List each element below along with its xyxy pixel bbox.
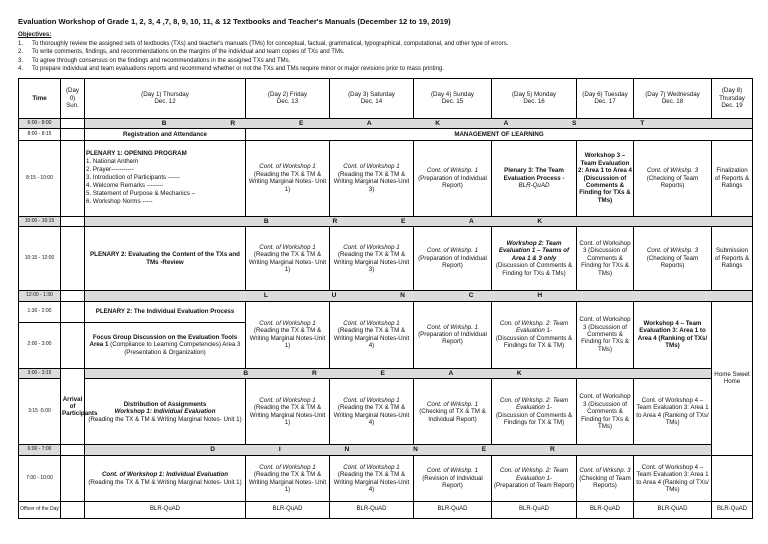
plenary2-cell: PLENARY 2: Evaluating the Content of the TXs and TMs -Review bbox=[85, 227, 246, 291]
day7-header: (Day 7) Wednesday Dec. 18 bbox=[634, 79, 712, 119]
objective-item: 4. To prepare individual and team evaluations reports and recommend whether or not the TXs and TMs require minor or major revisions prior to mass printing. bbox=[18, 66, 444, 73]
lunch-row bbox=[19, 291, 753, 302]
activity-cell: Workshop 3 – Team Evaluation 2: Area 1 to Area 4 (Discussion of Comments & Finding for TXs & TMs) bbox=[577, 140, 634, 216]
activity-cell: Cont. of Workshop 1 (Reading the TX & TM & Writing Marginal Notes-Unit 1) bbox=[246, 379, 330, 445]
activity-cell: Cont. of Wrkshp. 1 (Preparation of Individual Report) bbox=[414, 140, 492, 216]
activity-cell: Cont. of Workshop 4 – Team Evaluation 3: Area 1 to Area 4 (Ranking of TXs/ TMs) bbox=[634, 379, 712, 445]
time-cell: Officer of the Day bbox=[19, 502, 61, 519]
registration-cell: Registration and Attendance bbox=[85, 129, 246, 141]
activity-cell: Distribution of Assignments Workshop 1: Individual Evaluation (Reading the TX & TM & Writing Marginal Notes- Unit 1) bbox=[85, 379, 246, 445]
activity-cell: Workshop 2: Team Evaluation 1 – Teams of Area 1 & 3 only (Discussion of Comments & Finding for TXs & TMs) bbox=[492, 227, 577, 291]
time-column-header: Time bbox=[19, 79, 61, 119]
schedule-row bbox=[19, 140, 753, 216]
activity-cell: Cont. of Wrkshp. 1 (Revision of Individual Report) bbox=[414, 455, 492, 501]
officer-cell: BLR-QuAD bbox=[330, 502, 414, 519]
dinner-row bbox=[19, 445, 753, 456]
objective-item: 2. To write comments, findings, and recommendations on the margins of the individual and team copies of TXs and TMs. bbox=[18, 49, 345, 56]
objectives-heading: Objectives: bbox=[18, 31, 52, 38]
objective-item: 3. To agree through consensus on the findings and recommendations in the assigned TXs and TMs. bbox=[18, 57, 291, 64]
schedule-row bbox=[19, 301, 753, 322]
officer-cell: BLR-QuAD bbox=[634, 502, 712, 519]
management-of-learning: MANAGEMENT OF LEARNING bbox=[246, 129, 753, 141]
lunch-label: L U N C H bbox=[85, 291, 753, 302]
activity-cell: Cont. of Workshop 3 (Discussion of Comments & Finding for TXs & TMs) bbox=[577, 379, 634, 445]
day0-header: (Day 0) Sun. bbox=[61, 79, 85, 119]
document-title: Evaluation Workshop of Grade 1, 2, 3, 4 ,7, 8, 9, 10, 11, & 12 Textbooks and Teacher's Manuals (December 12 to 19, 2019) bbox=[18, 17, 451, 26]
activity-cell: Cont. of Wrkshp. 1 (Preparation of Individual Report) bbox=[414, 227, 492, 291]
registration-row bbox=[19, 129, 753, 141]
activity-cell: Plenary 3: The Team Evaluation Process - BLR-QuAD bbox=[492, 140, 577, 216]
activity-cell: Cont. of Workshop 1 (Reading the TX & TM & Writing Marginal Notes-Unit 4) bbox=[330, 379, 414, 445]
day3-header: (Day 3) Saturday Dec. 14 bbox=[330, 79, 414, 119]
activity-cell: Cont. of Wrkshp. 3 (Checking of Team Reports) bbox=[577, 455, 634, 501]
activity-cell: Con. of Wrkshp. 2: Team Evaluation 1- (Discussion of Comments & Findings for TX & TM) bbox=[492, 301, 577, 368]
break-label: B R E A K bbox=[85, 368, 712, 379]
day4-header: (Day 4) Sunday Dec. 15 bbox=[414, 79, 492, 119]
officer-cell: BLR-QuAD bbox=[712, 502, 753, 519]
activity-cell: Cont. of Workshop 1 (Reading the TX & TM & Writing Marginal Notes-Unit 3) bbox=[330, 140, 414, 216]
activity-cell: Cont. of Wrkshp. 1 (Checking of TX & TM & Individual Report) bbox=[414, 379, 492, 445]
time-cell: 8:00 - 8:15 bbox=[19, 129, 61, 141]
officer-cell: BLR-QuAD bbox=[492, 502, 577, 519]
time-cell: 10:15 - 12:00 bbox=[19, 227, 61, 291]
activity-cell: Cont. of Workshop 4 – Team Evaluation 3: Area 1 to Area 4 (Ranking of TXs/ TMs) bbox=[634, 455, 712, 501]
day5-header: (Day 5) Monday Dec. 16 bbox=[492, 79, 577, 119]
schedule-row bbox=[19, 379, 753, 445]
time-cell: 1:30 - 2:00 bbox=[19, 301, 61, 322]
activity-cell: Cont. of Workshop 1 (Reading the TX & TM & Writing Marginal Notes-Unit 4) bbox=[330, 301, 414, 368]
officer-cell: BLR-QuAD bbox=[414, 502, 492, 519]
activity-cell: Cont. of Workshop 1 (Reading the TX & TM & Writing Marginal Notes- Unit 1) bbox=[246, 455, 330, 501]
breakfast-row bbox=[19, 118, 753, 129]
time-cell: 10:00 - 10:15 bbox=[19, 216, 61, 227]
activity-cell: Workshop 4 – Team Evaluation 3: Area 1 to Area 4 (Ranking of TXs/ TMs) bbox=[634, 301, 712, 368]
time-cell: 6:00 - 7:00 bbox=[19, 445, 61, 456]
activity-cell: Finalization of Reports & Ratings bbox=[712, 140, 753, 216]
officer-row bbox=[19, 502, 753, 519]
dinner-label: D I N N E R bbox=[85, 445, 712, 456]
schedule-row bbox=[19, 455, 753, 501]
activity-cell: Cont. of Wrkshp. 3 (Checking of Team Reports) bbox=[634, 227, 712, 291]
activity-cell: Cont. of Workshop 1: Individual Evaluation (Reading the TX & TM & Writing Marginal Notes- Unit 1) bbox=[85, 455, 246, 501]
activity-cell: Con. of Wrkshp. 2: Team Evaluation 1- (Discussion of Comments & Findings for TX & TM) bbox=[492, 379, 577, 445]
schedule-row bbox=[19, 227, 753, 291]
header-row bbox=[19, 79, 753, 119]
plenary2-individual-cell: PLENARY 2: The Individual Evaluation Process bbox=[85, 301, 246, 322]
break-row bbox=[19, 368, 753, 379]
time-cell: 12:00 - 1:30 bbox=[19, 291, 61, 302]
breakfast-label: B R E A K A S T bbox=[85, 118, 753, 129]
activity-cell: Cont. of Workshop 1 (Reading the TX & TM & Writing Marginal Notes- Unit 1) bbox=[246, 227, 330, 291]
time-cell: 6:00 - 8:00 bbox=[19, 118, 61, 129]
activity-cell: Cont. of Workshop 3 (Discussion of Comments & Finding for TXs & TMs) bbox=[577, 301, 634, 368]
day8-header: (Day 8) Thursday Dec. 19 bbox=[712, 79, 753, 119]
officer-cell: BLR-QuAD bbox=[246, 502, 330, 519]
time-cell: 2:00 - 3:00 bbox=[19, 322, 61, 368]
day6-header: (Day 6) Tuesday Dec. 17 bbox=[577, 79, 634, 119]
time-cell: 3:00 - 3:15 bbox=[19, 368, 61, 379]
focus-group-cell: Focus Group Discussion on the Evaluation Tools Area 1 (Compliance to Learning Competencies) Area 3 (Presentation & Organization) bbox=[85, 322, 246, 368]
objectives-list bbox=[18, 40, 508, 74]
day2-header: (Day 2) Friday Dec. 13 bbox=[246, 79, 330, 119]
officer-cell: BLR-QuAD bbox=[85, 502, 246, 519]
activity-cell: Cont. of Workshop 1 (Reading the TX & TM & Writing Marginal Notes-Unit 4) bbox=[330, 455, 414, 501]
plenary1-cell: PLENARY 1: OPENING PROGRAM 1. National Anthem 2. Prayer----------- 3. Introduction of Participants ------ 4. Welcome Remarks -------- 5. Statement of Purpose & Mechanics – 6. Workshop Norms ----- bbox=[85, 140, 246, 216]
activity-cell: Con. of Wrkshp. 2: Team Evaluation 1- (Preparation of Team Report) bbox=[492, 455, 577, 501]
activity-cell: Submission of Reports & Ratings bbox=[712, 227, 753, 291]
officer-cell: BLR-QuAD bbox=[577, 502, 634, 519]
activity-cell: Cont. of Workshop 1 (Reading the TX & TM & Writing Marginal Notes- Unit 1) bbox=[246, 140, 330, 216]
activity-cell: Cont. of Wrkshp. 3 (Checking of Team Reports) bbox=[634, 140, 712, 216]
arrival-cell: Arrival of Participants bbox=[61, 368, 85, 445]
activity-cell: Cont. of Workshop 1 (Reading the TX & TM & Writing Marginal Notes-Unit 1) bbox=[246, 301, 330, 368]
activity-cell: Cont. of Workshop 1 (Reading the TX & TM & Writing Marginal Notes-Unit 3) bbox=[330, 227, 414, 291]
home-sweet-home-cell: Home Sweet Home bbox=[712, 301, 753, 455]
day1-header: (Day 1) Thursday Dec. 12 bbox=[85, 79, 246, 119]
time-cell: 3:15 -5:00 bbox=[19, 379, 61, 445]
time-cell: 8:15 - 10:00 bbox=[19, 140, 61, 216]
schedule-table bbox=[18, 78, 753, 519]
activity-cell: Cont. of Wrkshp. 1 (Preparation of Individual Report) bbox=[414, 301, 492, 368]
activity-cell: Cont. of Workshop 3 (Discussion of Comments & Finding for TXs & TMs) bbox=[577, 227, 634, 291]
break-row bbox=[19, 216, 753, 227]
objective-item: 1. To thoroughly review the assigned sets of textbooks (TXs) and teacher's manuals (TMs) for conceptual, factual, grammatical, typographical, computational, and other type of errors. bbox=[18, 41, 509, 47]
break-label: B R E A K bbox=[85, 216, 753, 227]
time-cell: 7:00 - 10:00 bbox=[19, 455, 61, 501]
